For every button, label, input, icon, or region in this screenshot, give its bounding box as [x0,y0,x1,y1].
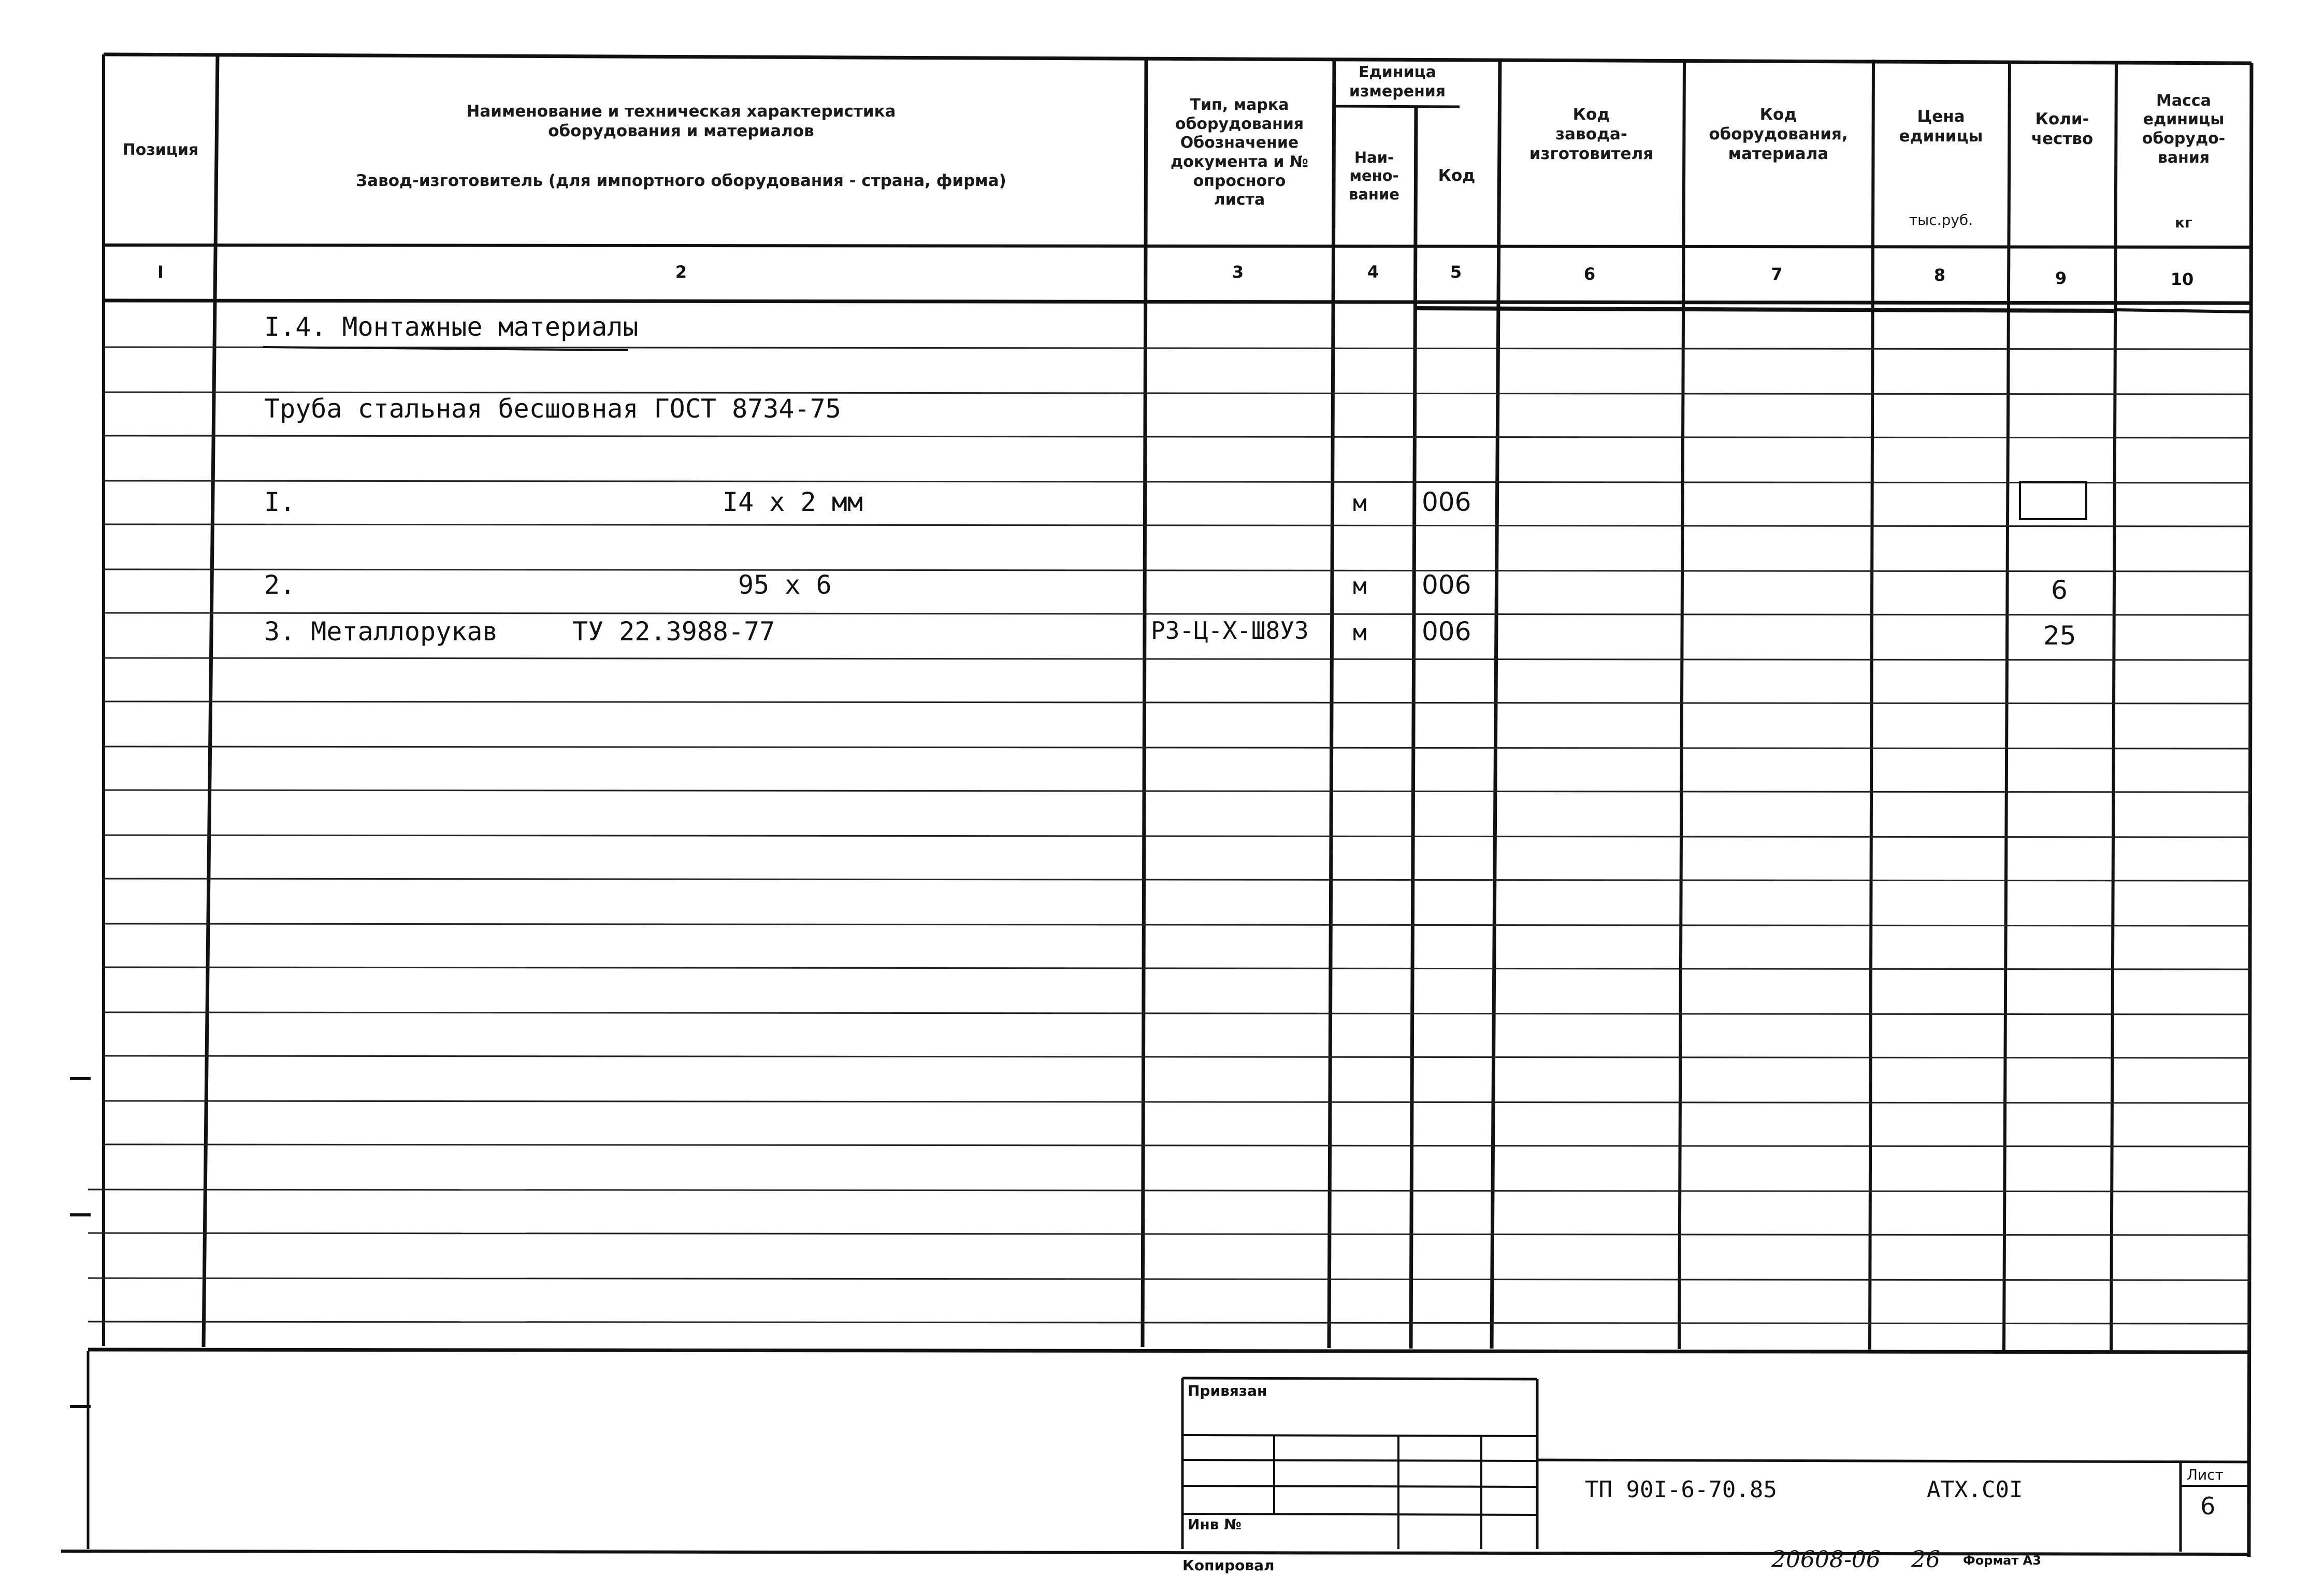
header-position: Позиция [122,140,199,159]
item2-size: 95 x 6 [738,570,832,600]
section-title: I.4. Монтажные материалы [264,312,639,342]
col-number-1: I [157,262,164,282]
item3-name: 3. Металлорукав [264,617,498,647]
row-rule [103,924,2250,926]
header-equipment-code: Код оборудования, материала [1709,105,1848,163]
row-rule [88,1189,2250,1192]
stamp-copied: Копировал [1182,1557,1275,1574]
row-rule [88,1322,2250,1324]
archive-number: 20608-06 [1771,1546,1881,1573]
item1-number: I. [264,487,296,517]
col-number-6: 6 [1583,264,1596,284]
item3-quantity: 25 [2043,621,2076,651]
col-number-8: 8 [1933,265,1946,285]
row-rule [103,790,2250,792]
archive-sheet: 26 [1911,1546,1940,1573]
row-rule [88,1233,2250,1235]
col-number-3: 3 [1232,262,1244,282]
item2-code: 006 [1422,570,1471,600]
stamp-doc-name: АТХ.С0I [1927,1477,2023,1503]
stamp-doc-code: ТП 90I-6-70.85 [1585,1477,1777,1503]
row-rule [103,1144,2250,1146]
item3-spec: ТУ 22.3988-77 [572,617,775,647]
header-mass-unit: кг [2175,213,2192,231]
stamp-sheet-number: 6 [2200,1492,2216,1520]
item2-number: 2. [264,570,296,600]
col-number-2: 2 [675,262,687,282]
row-rule [103,436,2250,438]
item2-unit: м [1353,573,1367,599]
row-rule [103,1012,2250,1014]
row-rule [103,658,2250,660]
col-number-10: 10 [2170,269,2194,289]
row-rule [103,835,2250,837]
header-unit: Единица измерения [1349,63,1446,101]
header-type-mark: Тип, марка оборудования Обозначение документа и № опросного листа [1171,96,1308,209]
item1-unit: м [1353,490,1367,517]
row-rule [103,1056,2250,1058]
item3-unit: м [1353,620,1367,646]
row-rule [103,1101,2250,1103]
item1-code: 006 [1422,487,1471,517]
item3-code: 006 [1422,617,1471,647]
row-rule [103,524,2250,526]
row-rule [103,701,2250,704]
item2-quantity: 6 [2051,575,2068,605]
row-rule [103,879,2250,881]
header-name-line1: Наименование и техническая характеристика оборудования и материалов [466,102,896,140]
col-number-7: 7 [1771,264,1783,284]
format-label: Формат А3 [1963,1553,2041,1568]
row-rule [103,967,2250,969]
pipe-title: Труба стальная бесшовная ГОСТ 8734-75 [264,394,841,424]
item1-size: I4 x 2 мм [723,487,863,517]
header-mass: Масса единицы оборудо- вания [2142,91,2226,167]
row-rule [103,481,2250,483]
stamp-inventory: Инв № [1188,1516,1242,1533]
header-unit-code: Код [1438,166,1476,185]
header-manufacturer-code: Код завода- изготовителя [1529,105,1654,163]
header-price: Цена единицы [1899,107,1983,146]
header-quantity: Коли- чество [2031,110,2094,148]
stamp-sheet-label: Лист [2187,1466,2224,1483]
item3-type: РЗ-Ц-Х-Ш8УЗ [1151,617,1309,644]
header-manufacturer: Завод-изготовитель (для импортного оборудования - страна, фирма) [356,171,1006,191]
row-rule [88,1278,2250,1280]
header-price-unit: тыс.руб. [1909,211,1973,228]
row-rule [103,747,2250,749]
col-number-9: 9 [2055,268,2067,288]
stamp-privyazan: Привязан [1188,1382,1267,1399]
row-rule [103,347,2250,349]
col-number-5: 5 [1450,262,1462,282]
row-rule [103,569,2250,571]
row-rule [103,613,2250,615]
col-number-4: 4 [1367,262,1379,282]
header-unit-name: Наи- мено- вание [1349,148,1399,203]
